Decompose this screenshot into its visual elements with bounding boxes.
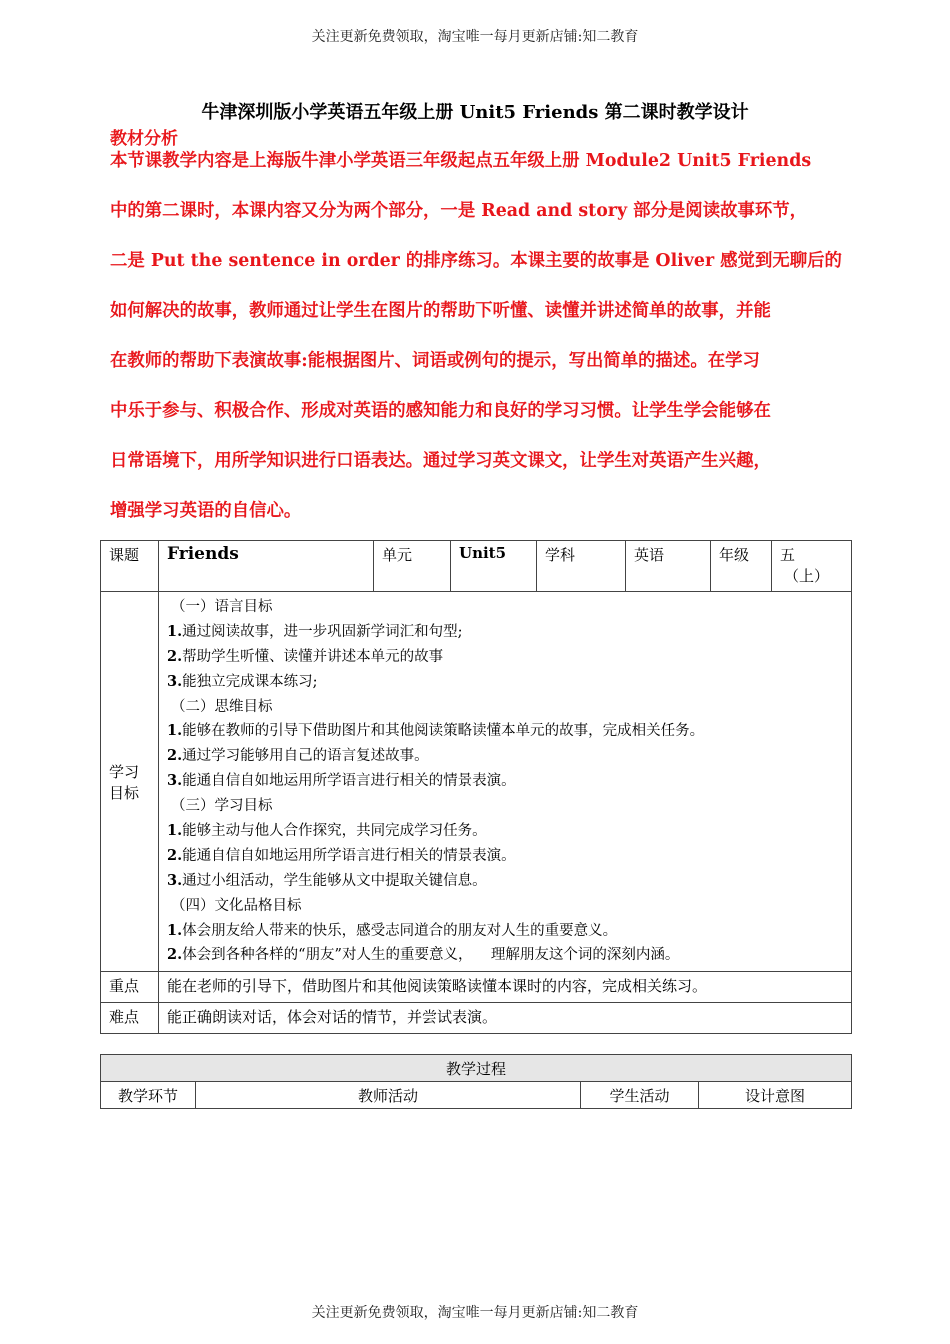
goals-label-line-2: 目标: [109, 783, 140, 802]
key-point-row: [101, 972, 852, 1003]
goal-item: 2.体会到各种各样的“朋友”对人生的重要意义， 理解朋友这个词的深刻内涵。: [167, 946, 680, 964]
goals-label: [101, 592, 159, 972]
column-header: 教师活动: [196, 1082, 581, 1109]
process-title: 教学过程: [101, 1055, 852, 1082]
analysis-line: 增强学习英语的自信心。: [110, 501, 302, 521]
goal-item: 2.能通自信自如地运用所学语言进行相关的情景表演。: [167, 846, 516, 864]
goal-item: 1.体会朋友给人带来的快乐，感受志同道合的朋友对人生的重要意义。: [167, 921, 618, 939]
goal-item: 1.能够在教师的引导下借助图片和其他阅读策略读懂本单元的故事，完成相关任务。: [167, 722, 705, 740]
goal-heading: （三）学习目标: [171, 798, 273, 815]
difficult-point-label: 难点: [101, 1003, 159, 1034]
page-title: 牛津深圳版小学英语五年级上册 Unit5 Friends 第二课时教学设计: [201, 102, 749, 123]
topic-value: Friends: [159, 541, 374, 592]
goal-heading: （二）思维目标: [171, 698, 273, 715]
goal-item: 3.能独立完成课本练习;: [167, 672, 318, 690]
teaching-process-table: [100, 1054, 852, 1109]
analysis-line: 中乐于参与、积极合作、形成对英语的感知能力和良好的学习习惯。让学生学会能够在: [110, 401, 771, 421]
column-header: 教学环节: [101, 1082, 196, 1109]
goals-row: [101, 592, 852, 972]
lesson-info-table: [100, 540, 852, 1034]
info-row: [101, 541, 852, 592]
goal-heading: （四）文化品格目标: [171, 897, 302, 914]
goal-item: 1.通过阅读故事，进一步巩固新学词汇和句型;: [167, 622, 463, 640]
process-header-row: [101, 1082, 852, 1109]
goal-item: 2.通过学习能够用自己的语言复述故事。: [167, 747, 429, 765]
key-point-text: 能在老师的引导下，借助图片和其他阅读策略读懂本课时的内容，完成相关练习。: [159, 972, 852, 1003]
footer-note: 关注更新免费领取，淘宝唯一每月更新店铺:知二教育: [311, 1305, 639, 1321]
goal-item: 2.帮助学生听懂、读懂并讲述本单元的故事: [167, 647, 444, 665]
unit-value: Unit5: [451, 541, 537, 592]
unit-label: 单元: [374, 541, 451, 592]
analysis-line: 中的第二课时，本课内容又分为两个部分，一是 Read and story 部分是阅读故事环节，: [110, 201, 808, 221]
grade-line-2: （上）: [784, 567, 830, 585]
goals-label-line-1: 学习: [109, 762, 140, 781]
column-header: 学生活动: [581, 1082, 699, 1109]
goal-item: 1.能够主动与他人合作探究，共同完成学习任务。: [167, 822, 487, 840]
analysis-line: 二是 Put the sentence in order 的排序练习。本课主要的故事是 Oliver 感觉到无聊后的: [110, 251, 842, 271]
header-note: 关注更新免费领取，淘宝唯一每月更新店铺:知二教育: [311, 29, 639, 45]
analysis-label: 教材分析: [110, 129, 178, 149]
grade-line-1: 五: [780, 546, 796, 564]
goal-item: 3.能通自信自如地运用所学语言进行相关的情景表演。: [167, 772, 516, 790]
topic-label: 课题: [101, 541, 159, 592]
grade-value: [772, 541, 852, 592]
difficult-point-text: 能正确朗读对话，体会对话的情节，并尝试表演。: [159, 1003, 852, 1034]
goal-heading: （一）语言目标: [171, 599, 273, 615]
analysis-line: 在教师的帮助下表演故事:能根据图片、词语或例句的提示，写出简单的描述。在学习: [110, 351, 760, 371]
difficult-point-row: [101, 1003, 852, 1034]
goals-content: [159, 592, 852, 972]
goal-item: 3.通过小组活动，学生能够从文中提取关键信息。: [167, 871, 487, 889]
analysis-line: 如何解决的故事，教师通过让学生在图片的帮助下听懂、读懂并讲述简单的故事，并能: [110, 301, 771, 321]
column-header: 设计意图: [699, 1082, 852, 1109]
analysis-line: 本节课教学内容是上海版牛津小学英语三年级起点五年级上册 Module2 Unit5 Friends: [110, 151, 812, 171]
subject-label: 学科: [537, 541, 626, 592]
process-title-row: [101, 1055, 852, 1082]
analysis-line: 日常语境下，用所学知识进行口语表达。通过学习英文课文，让学生对英语产生兴趣，: [110, 451, 771, 471]
grade-label: 年级: [711, 541, 772, 592]
analysis-paragraph: [110, 147, 850, 547]
key-point-label: 重点: [101, 972, 159, 1003]
subject-value: 英语: [626, 541, 711, 592]
